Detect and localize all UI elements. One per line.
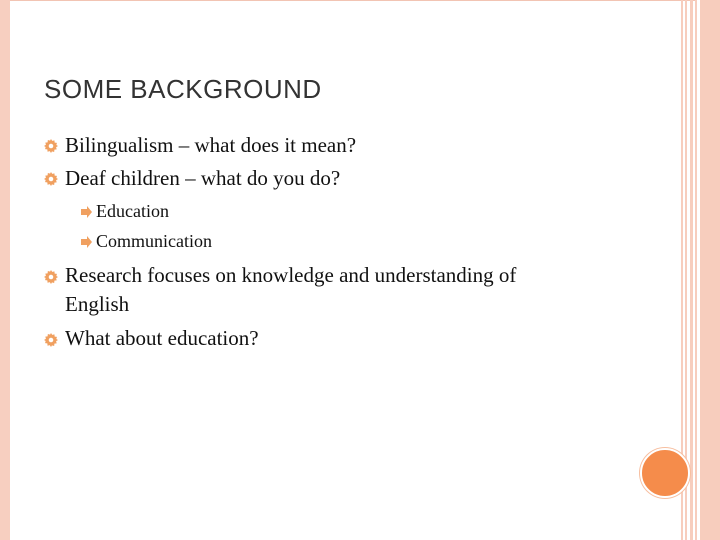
arrow-right-icon <box>80 205 92 223</box>
slide-title: SOME BACKGROUND <box>44 74 322 104</box>
bullet-education: What about education? <box>65 326 259 350</box>
left-decor-bar <box>0 0 10 540</box>
bullet-deaf-children: Deaf children – what do you do? <box>65 166 341 190</box>
bullet-research-continued: English <box>65 292 130 316</box>
sub-bullet-communication: Communication <box>96 231 212 251</box>
gear-icon <box>44 172 58 191</box>
top-divider <box>10 0 695 1</box>
decorative-circle <box>640 448 690 498</box>
right-decor-stripes <box>681 0 720 540</box>
bullet-research: Research focuses on knowledge and understanding of <box>65 263 517 287</box>
bullet-bilingualism: Bilingualism – what does it mean? <box>65 133 357 157</box>
gear-icon <box>44 333 58 352</box>
arrow-right-icon <box>80 235 92 253</box>
sub-bullet-education: Education <box>96 201 169 221</box>
gear-icon <box>44 270 58 289</box>
gear-icon <box>44 139 58 158</box>
